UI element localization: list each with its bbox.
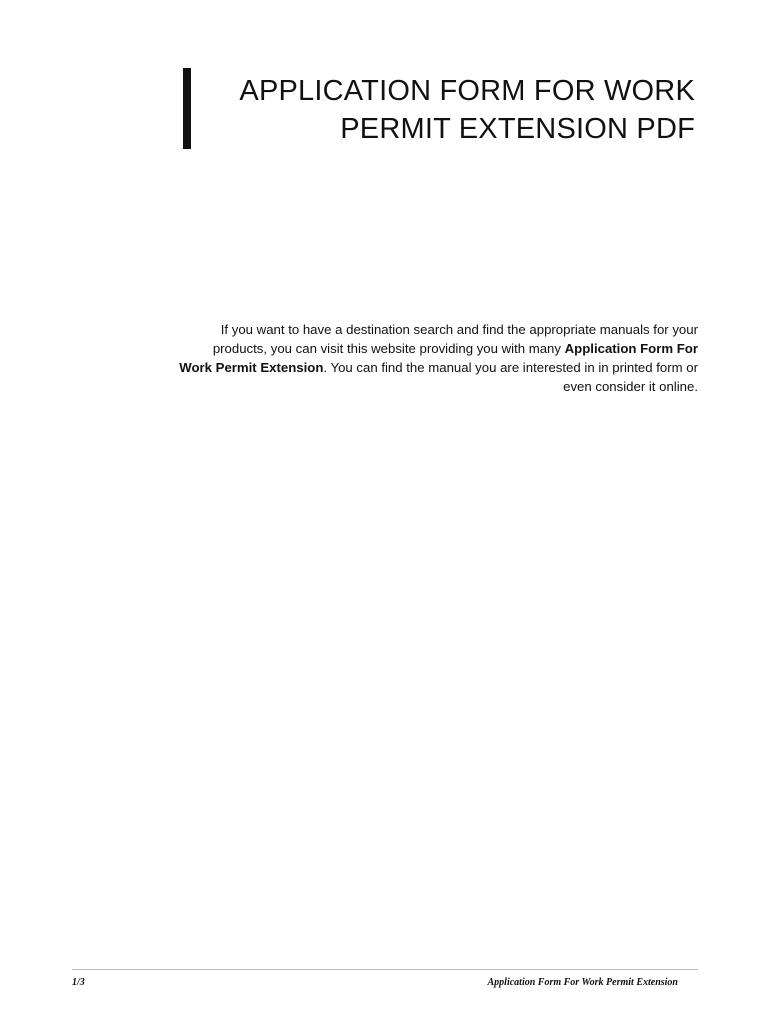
footer-divider <box>72 969 698 970</box>
intro-text-after: . You can find the manual you are interested in in printed form or even consider it online. <box>323 360 698 394</box>
intro-bold-title: Application Form For Work Permit Extension <box>179 341 698 375</box>
intro-text-before: If you want to have a destination search and find the appropriate manuals for your products, you can visit this website providing you with many <box>212 322 698 356</box>
intro-paragraph <box>178 320 698 396</box>
footer-document-title: Application Form For Work Permit Extension <box>487 977 678 988</box>
title-line-2: PERMIT EXTENSION PDF <box>340 113 695 145</box>
footer-page-number: 1/3 <box>72 977 85 988</box>
title-line-1: APPLICATION FORM FOR WORK <box>239 75 695 107</box>
document-title <box>175 72 695 148</box>
